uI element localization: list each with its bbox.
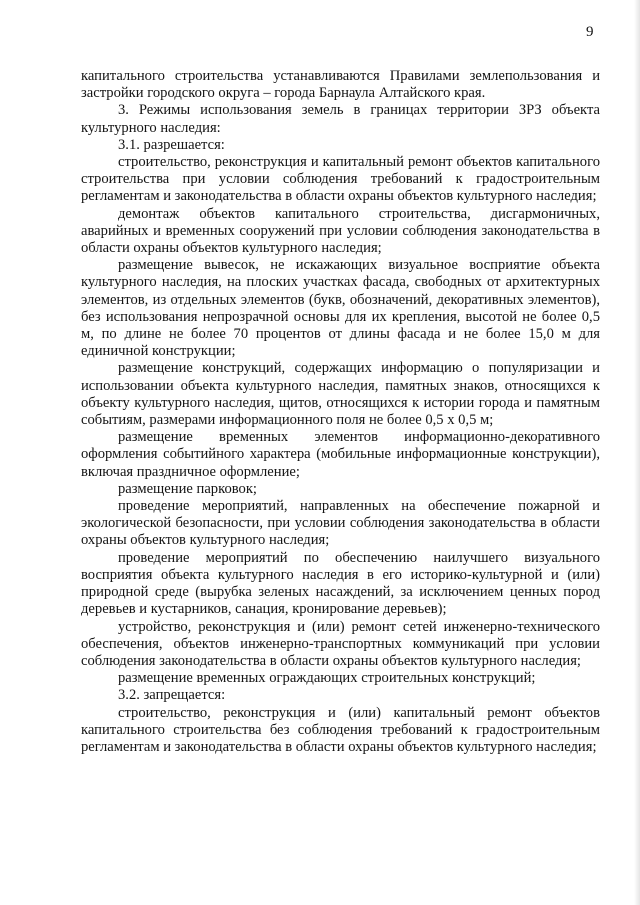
paragraph: размещение вывесок, не искажающих визуальное восприятие объекта культурного наследия, на плоских участках фасада, свободных от архитектурных элементов, из отдельных элементов (букв, обозначений, декоративных элементов), без использования непрозрачной основы для их крепления, высотой не более 0,5 м, по длине не более 70 процентов от длины фасада и не более 15,0 м для единичной конструкции; bbox=[81, 257, 600, 360]
paragraph: строительство, реконструкция и (или) капитальный ремонт объектов капитального строительства без соблюдения требований к градостроительным регламентам и законодательства в области охраны объектов культурного наследия; bbox=[81, 704, 600, 755]
document-body bbox=[81, 68, 600, 756]
paragraph: размещение временных ограждающих строительных конструкций; bbox=[118, 670, 536, 687]
scan-edge-shadow bbox=[634, 0, 640, 905]
paragraph: устройство, реконструкция и (или) ремонт сетей инженерно-технического обеспечения, объектов инженерно-транспортных коммуникаций при условии соблюдения законодательства в области охраны объектов культурного наследия; bbox=[81, 618, 600, 669]
paragraph: проведение мероприятий, направленных на обеспечение пожарной и экологической безопасности, при условии соблюдения законодательства в области охраны объектов культурного наследия; bbox=[81, 498, 600, 549]
paragraph: демонтаж объектов капитального строительства, дисгармоничных, аварийных и временных сооружений при условии соблюдения законодательства в области охраны объектов культурного наследия; bbox=[81, 205, 600, 257]
subsection-heading-3-1: 3.1. разрешается: bbox=[118, 136, 225, 153]
paragraph: размещение конструкций, содержащих информацию о популяризации и использовании объекта культурного наследия, памятных знаков, относящихся к объекту культурного наследия, щитов, относящихся к истории города и памятным событиям, размерами информационного поля не более 0,5 х 0,5 м; bbox=[81, 360, 600, 429]
paragraph-continuation: капитального строительства устанавливаются Правилами землепользования и застройки городского округа – города Барнаула Алтайского края. bbox=[81, 68, 600, 102]
subsection-heading-3-2: 3.2. запрещается: bbox=[118, 687, 226, 704]
page-number: 9 bbox=[586, 24, 594, 40]
paragraph: строительство, реконструкция и капитальный ремонт объектов капитального строительства при условии соблюдения требований к градостроительным регламентам и законодательства в области охраны объектов культурного наследия; bbox=[81, 154, 600, 205]
paragraph: размещение парковок; bbox=[118, 480, 257, 497]
section-heading-3: 3. Режимы использования земель в границах территории ЗРЗ объекта культурного наследия: bbox=[81, 102, 600, 136]
paragraph: размещение временных элементов информационно-декоративного оформления событийного характера (мобильные информационные конструкции), включая праздничное оформление; bbox=[81, 429, 600, 480]
paragraph: проведение мероприятий по обеспечению наилучшего визуального восприятия объекта культурного наследия в его историко-культурной и (или) природной среде (вырубка зеленых насаждений, за исключением ценных пород деревьев и кустарников, санация, кронирование деревьев); bbox=[81, 549, 600, 618]
